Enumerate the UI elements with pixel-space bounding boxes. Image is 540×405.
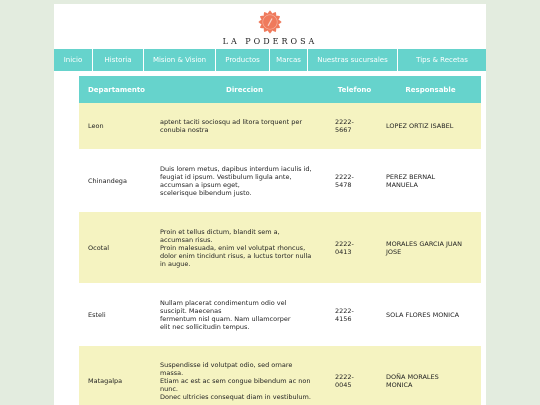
header: [54, 4, 486, 48]
cell-direccion-line: Etiam ac est ac sem congue bibendum ac non: [160, 377, 311, 385]
main-nav: [54, 49, 486, 71]
table-row: [79, 103, 481, 149]
cell-direccion-line: in augue.: [160, 259, 191, 268]
nav-item-tips-recetas[interactable]: Tips & Recetas: [416, 56, 468, 64]
cell-direccion-line: conubia nostra: [160, 126, 209, 134]
cell-direccion-line: Duis lorem metus, dapibus interdum iaculis id,: [160, 164, 312, 173]
table-row: [79, 346, 481, 405]
nav-item-mision-vision[interactable]: Mision & Vision: [144, 49, 216, 71]
nav-item-productos[interactable]: Productos: [216, 49, 270, 71]
cell-telefono: [329, 212, 380, 283]
cell-departamento: Esteli: [79, 283, 151, 346]
table-row: [79, 283, 481, 346]
header-departamento: Departamento: [79, 76, 151, 103]
cell-responsable-line: JOSE: [386, 247, 402, 256]
table-row: [79, 149, 481, 212]
cell-direccion-line: Suspendisse id volutpat odio, sed ornare: [160, 361, 293, 369]
cell-telefono-line: 2222-: [335, 118, 354, 126]
cell-telefono: [329, 103, 380, 149]
cell-direccion-line: accumsan a ipsum eget,: [160, 180, 240, 189]
cell-responsable-line: MONICA: [386, 381, 413, 389]
cell-telefono-line: 5478: [335, 180, 352, 189]
cell-direccion-line: accumsan risus.: [160, 235, 213, 244]
header-telefono: Telefono: [329, 76, 380, 103]
cell-telefono-line: 4156: [335, 314, 352, 323]
cell-departamento: Chinandega: [79, 149, 151, 212]
cell-telefono: [329, 283, 380, 346]
header-direccion: Direccion: [151, 76, 329, 103]
cell-telefono-line: 2222-: [335, 172, 354, 181]
nav-item-inicio[interactable]: Inicio: [54, 49, 93, 71]
cell-direccion-line: nunc.: [160, 385, 178, 393]
cell-telefono-line: 0413: [335, 247, 352, 256]
cell-direccion-line: fermentum nisl quam. Nam ullamcorper: [160, 314, 291, 323]
cell-departamento: Leon: [79, 103, 151, 149]
cell-direccion-line: feugiat id ipsum. Vestibulum ligula ante,: [160, 172, 292, 181]
table-row: [79, 212, 481, 283]
nav-item-historia[interactable]: Historia: [93, 49, 144, 71]
brand-name: LA PODEROSA: [222, 37, 318, 46]
cell-direccion-line: massa.: [160, 369, 184, 377]
cell-telefono: [329, 149, 380, 212]
cell-responsable-line: LOPEZ ORTIZ ISABEL: [386, 122, 454, 130]
cell-telefono-line: 2222-: [335, 306, 354, 315]
cell-direccion-line: scelerisque bibendum justo.: [160, 188, 252, 197]
cell-direccion-line: suscipit. Maecenas: [160, 306, 222, 315]
cell-telefono: [329, 346, 380, 405]
header-responsable: Responsable: [380, 76, 481, 103]
cell-telefono-line: 5667: [335, 126, 352, 134]
cell-responsable-line: SOLA FLORES MONICA: [386, 310, 460, 319]
brand-logo[interactable]: [258, 10, 282, 34]
cell-direccion: [151, 346, 329, 405]
cell-responsable-line: MORALES GARCIA JUAN: [386, 239, 462, 248]
cell-responsable: [380, 103, 481, 149]
cell-departamento: Ocotal: [79, 212, 151, 283]
cell-direccion-line: Donec ultricies consequat diam in vestibulum.: [160, 393, 311, 401]
cell-direccion-line: aptent taciti sociosqu ad litora torquent per: [160, 118, 303, 126]
cell-telefono-line: 2222-: [335, 239, 354, 248]
cell-direccion-line: dolor enim tincidunt risus, a luctus tortor nulla: [160, 251, 312, 260]
cell-responsable-line: PEREZ BERNAL: [386, 172, 436, 181]
cell-direccion-line: Proin et tellus dictum, blandit sem a,: [160, 227, 280, 236]
cell-responsable: [380, 283, 481, 346]
cell-responsable: [380, 149, 481, 212]
cell-direccion: [151, 283, 329, 346]
nav-item-marcas[interactable]: Marcas: [270, 49, 308, 71]
cell-telefono-line: 0045: [335, 381, 352, 389]
table-header-row: [79, 76, 481, 103]
cell-responsable: [380, 346, 481, 405]
branches-table: [79, 76, 481, 405]
cell-direccion: [151, 149, 329, 212]
cell-direccion: [151, 212, 329, 283]
page-container: [54, 4, 486, 405]
nav-item-nuestras-sucursales[interactable]: Nuestras sucursales: [308, 49, 398, 71]
cell-direccion-line: Nullam placerat condimentum odio vel: [160, 298, 287, 307]
cell-responsable: [380, 212, 481, 283]
cell-responsable-line: MANUELA: [386, 180, 418, 189]
cell-direccion: [151, 103, 329, 149]
cell-direccion-line: Proin malesuada, enim vel volutpat rhoncus,: [160, 243, 306, 252]
cell-responsable-line: DOÑA MORALES: [386, 373, 439, 381]
cell-telefono-line: 2222-: [335, 373, 354, 381]
cell-departamento: Matagalpa: [79, 346, 151, 405]
cell-direccion-line: elit nec sollicitudin tempus.: [160, 322, 250, 331]
